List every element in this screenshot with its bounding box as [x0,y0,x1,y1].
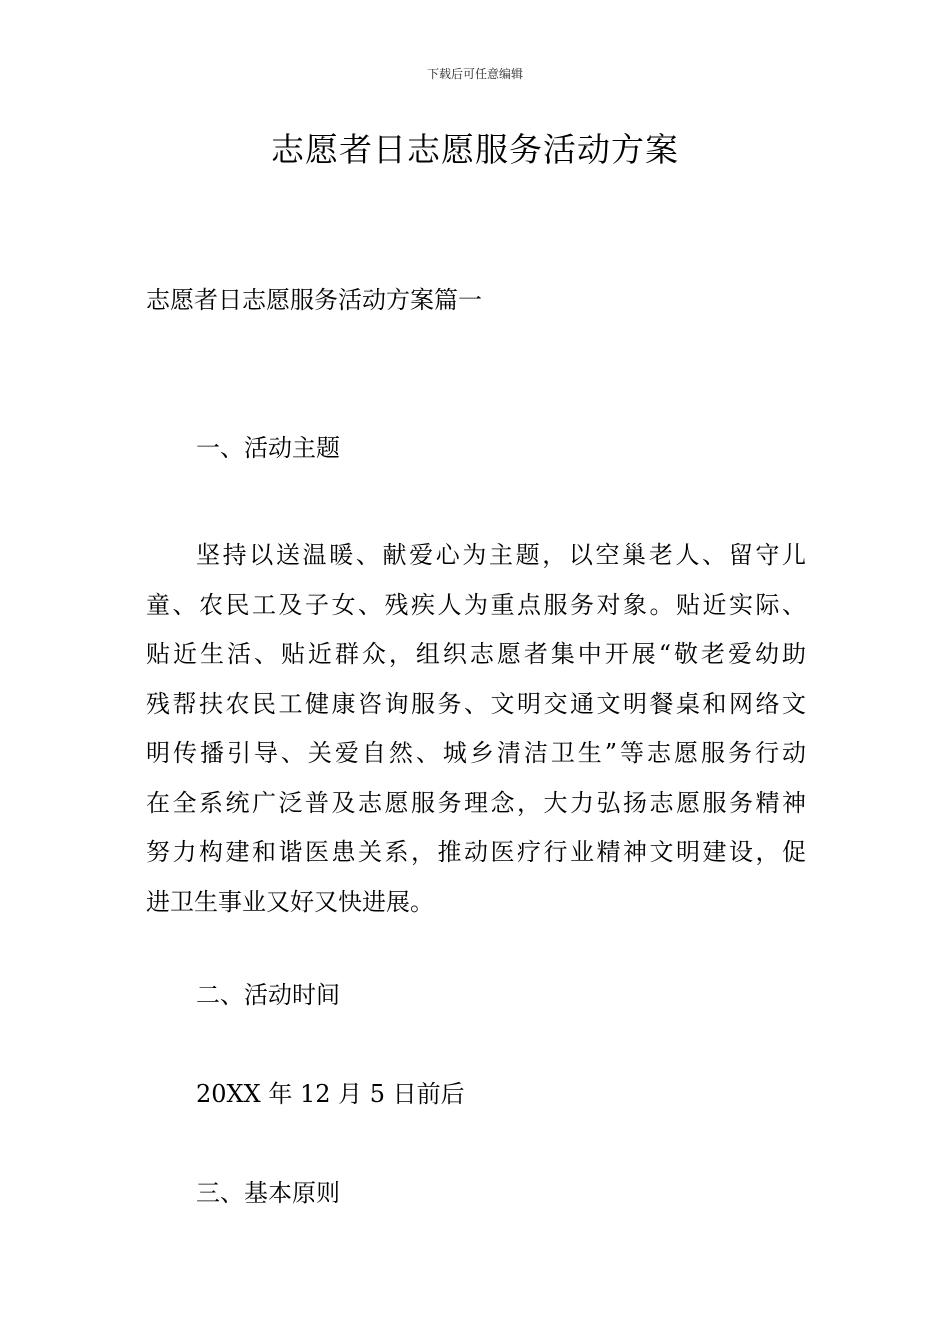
header-note: 下载后可任意编辑 [426,67,523,81]
paragraph-line: 明传播引导、关爱自然、城乡清洁卫生”等志愿服务行动 [146,739,806,767]
paragraph-line: 努力构建和谐医患关系，推动医疗行业精神文明建设，促 [146,838,806,866]
document-title: 志愿者日志愿服务活动方案 [271,130,679,169]
section-3-heading: 三、基本原则 [196,1179,340,1207]
activity-time: 20XX 年 12 月 5 日前后 [196,1080,465,1108]
section-2-heading: 二、活动时间 [196,981,340,1009]
paragraph-line: 贴近生活、贴近群众，组织志愿者集中开展“敬老爱幼助 [146,640,806,668]
paragraph-line: 坚持以送温暖、献爱心为主题，以空巢老人、留守儿 [196,541,806,569]
section-1-heading: 一、活动主题 [196,434,340,462]
paragraph-line: 进卫生事业又好又快进展。 [146,887,434,916]
section-1-paragraph [146,531,806,927]
paragraph-line: 在全系统广泛普及志愿服务理念，大力弘扬志愿服务精神 [146,788,806,817]
document-subtitle: 志愿者日志愿服务活动方案篇一 [146,286,482,314]
paragraph-line: 童、农民工及子女、残疾人为重点服务对象。贴近实际、 [146,590,806,619]
paragraph-line: 残帮扶农民工健康咨询服务、文明交通文明餐桌和网络文 [146,689,806,718]
